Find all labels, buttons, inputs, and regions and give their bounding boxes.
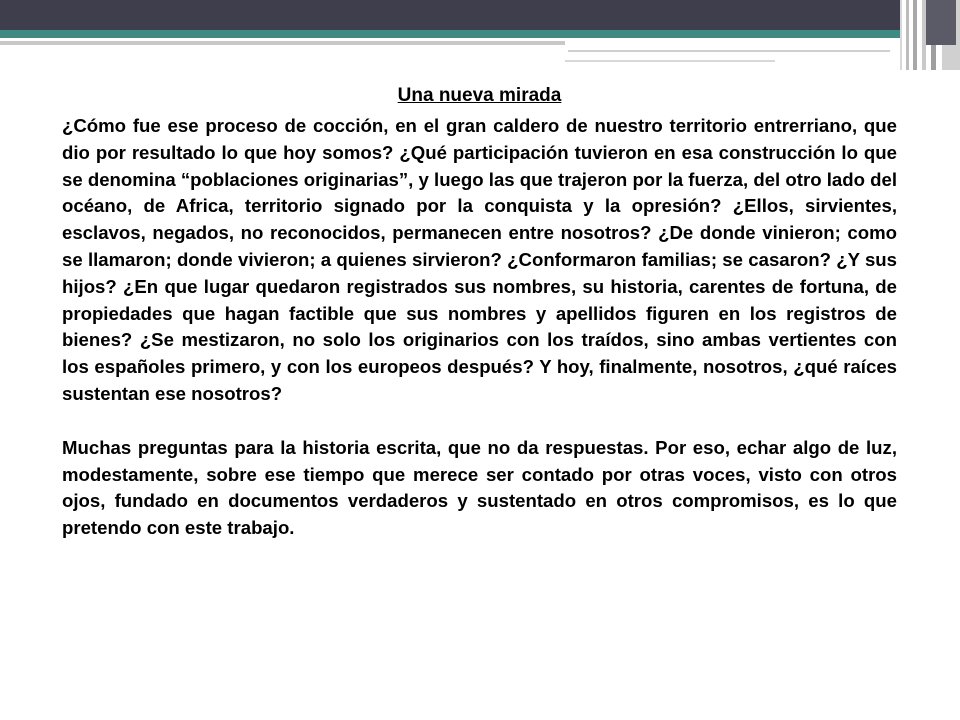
header-band [0,0,960,30]
paragraph-gap [62,408,897,435]
divider-line-right [568,50,890,52]
body-paragraph-1: ¿Cómo fue ese proceso de cocción, en el gran caldero de nuestro territorio entrerriano, que dio por resultado lo que hoy somos? ¿Qué participación tuvieron en esa construcción lo que se denomina “poblaciones originarias”, y luego las que trajeron por la fuerza, del otro lado del océano, de Africa, territorio signado por la conquista y la opresión? ¿Ellos, sirvientes, esclavos, negados, no reconocidos, permanecen entre nosotros? ¿De donde vinieron; como se llamaron; donde vivieron; a quienes sirvieron? ¿Conformaron familias; se casaron? ¿Y sus hijos? ¿En que lugar quedaron registrados sus nombres, su historia, carentes de fortuna, de propiedades que hagan factible que sus nombres y apellidos figuren en los registros de bienes? ¿Se mestizaron, no solo los originarios con los traídos, sino ambas vertientes con los españoles primero, y con los europeos después? Y hoy, finalmente, nosotros, ¿qué raíces sustentan ese nosotros? [62,115,897,404]
body-paragraph-2: Muchas preguntas para la historia escrita, que no da respuestas. Por eso, echar algo de luz, modestamente, sobre ese tiempo que merece ser contado por otras voces, visto con otros ojos, fundado en documentos verdaderos y sustentado en otros compromisos, es lo que pretendo con este trabajo. [62,436,897,539]
accent-stripe [0,30,935,38]
decorative-block [926,0,956,45]
slide-content [62,83,897,542]
slide-title: Una nueva mirada [397,85,562,106]
divider-line-right-lower [565,60,775,62]
divider-line [0,41,565,45]
